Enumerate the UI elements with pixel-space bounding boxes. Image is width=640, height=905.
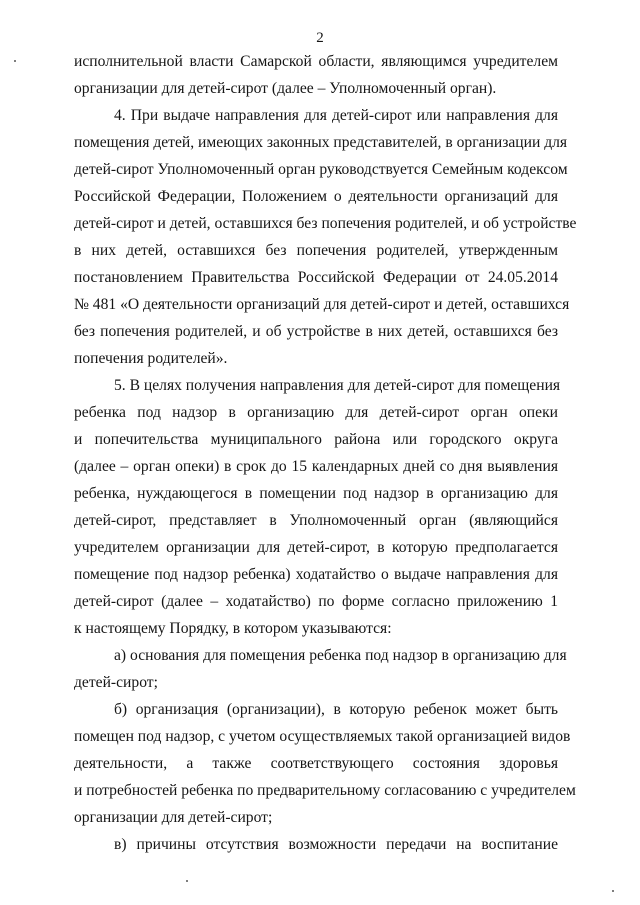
text-line: помещения детей, имеющих законных представителей, в организации для <box>74 134 568 151</box>
text-line: учредителем организации для детей-сирот, в которую предполагается <box>74 539 558 556</box>
text-line: без попечения родителей, и об устройстве в них детей, оставшихся без <box>74 323 558 340</box>
scan-speck <box>186 880 188 882</box>
page-number: 2 <box>316 30 324 46</box>
text-line: детей-сирот Уполномоченный орган руководствуется Семейным кодексом <box>74 161 568 178</box>
text-line: детей-сирот и детей, оставшихся без попечения родителей, и об устройстве <box>74 215 577 232</box>
text-line: ребенка, нуждающегося в помещении под надзор в организацию для <box>74 485 558 502</box>
text-line: попечения родителей». <box>74 350 228 367</box>
text-line: и потребностей ребенка по предварительному согласованию с учредителем <box>74 782 576 799</box>
item-v-first-line: в) причины отсутствия возможности передачи на воспитание <box>114 836 558 853</box>
text-line: Российской Федерации, Положением о деятельности организаций для <box>74 188 558 205</box>
scan-speck <box>612 890 614 892</box>
text-line: ребенка под надзор в организацию для детей-сирот орган опеки <box>74 404 558 421</box>
text-line: детей-сирот (далее – ходатайство) по форме согласно приложению 1 <box>74 593 558 610</box>
item-a-first-line: а) основания для помещения ребенка под надзор в организацию для <box>114 647 567 664</box>
text-line: помещен под надзор, с учетом осуществляемых такой организацией видов <box>74 728 571 745</box>
item-b-first-line: б) организация (организации), в которую ребенок может быть <box>114 701 558 718</box>
text-line: помещение под надзор ребенка) ходатайство о выдаче направления для <box>74 566 558 583</box>
text-line: организации для детей-сирот (далее – Уполномоченный орган). <box>74 80 497 97</box>
text-line: детей-сирот; <box>74 674 158 691</box>
paragraph-5-first-line: 5. В целях получения направления для детей-сирот для помещения <box>114 377 561 394</box>
text-line: исполнительной власти Самарской области, являющимся учредителем <box>74 53 558 70</box>
text-line: организации для детей-сирот; <box>74 809 273 826</box>
paragraph-4-first-line: 4. При выдаче направления для детей-сирот или направления для <box>114 107 558 124</box>
text-line: деятельности, а также соответствующего состояния здоровья <box>74 755 558 772</box>
text-line: к настоящему Порядку, в котором указываются: <box>74 620 392 637</box>
text-line: (далее – орган опеки) в срок до 15 календарных дней со дня выявления <box>74 458 558 475</box>
text-line: и попечительства муниципального района или городского округа <box>74 431 558 448</box>
text-line: № 481 «О деятельности организаций для детей-сирот и детей, оставшихся <box>74 296 570 313</box>
text-line: постановлением Правительства Российской Федерации от 24.05.2014 <box>74 269 558 286</box>
text-line: детей-сирот, представляет в Уполномоченный орган (являющийся <box>74 512 558 529</box>
scan-speck <box>14 60 16 62</box>
text-line: в них детей, оставшихся без попечения родителей, утвержденным <box>74 242 558 259</box>
